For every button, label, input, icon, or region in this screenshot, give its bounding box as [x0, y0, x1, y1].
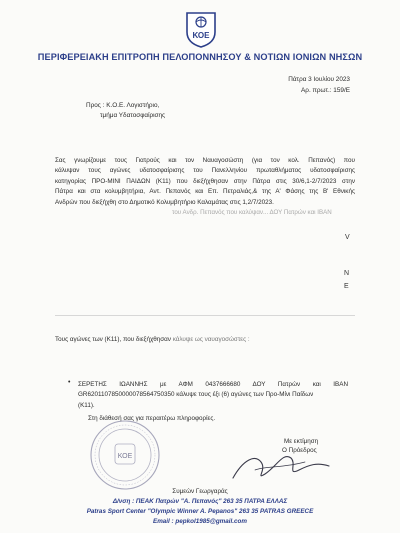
bullet-dot: •	[68, 379, 71, 386]
body-line: Σας γνωρίζουμε τους Γιατρούς και τον Ναυαγοσώστη (για τον κολ. Πεπανός) που	[55, 157, 355, 164]
lifeguard-line: GR6201107850000078564750350 κάλυψε τους έξι (6) αγώνες των Προ-Μίνι Παίδων	[78, 391, 314, 399]
recipient-line-1: Προς : Κ.Ο.Ε. Λογιστήριο,	[86, 102, 160, 109]
footer-address-en: Patras Sport Center "Olympic Winner A. Pepanos" 263 35 PATRAS GREECE	[86, 508, 314, 515]
body-line: κατηγορίας ΠΡΟ-ΜΙΝΙ ΠΑΙΔΩΝ (Κ11) που διεξήχθησαν στην Πάτρα στις 30/6,1-2/7/2023 στην	[55, 177, 355, 185]
footer-address-gr: Δ/νση : ΠΕΑΚ Πατρών "Α. Πεπανός" 263 35 ΠΑΤΡΑ ΕΛΛΑΣ	[112, 498, 288, 505]
handwritten-signature	[225, 440, 335, 490]
body-line: κάλυψαν τους αγώνες υδατοσφαίρισης του Πανελληνίου πρωταθλήματος υδατοσφαίρισης	[55, 167, 355, 175]
stray-mark: N	[344, 270, 350, 277]
lifeguard-line: ΣΕΡΕΤΗΣ ΙΩΑΝΝΗΣ με ΑΦΜ 0437666680 ΔΟΥ Πατρών και ΙΒΑΝ	[78, 381, 348, 388]
games-intro-faint: κάλυψε ως ναυαγοσώστες :	[172, 336, 250, 343]
stray-mark: E	[344, 283, 349, 290]
signer-role: Ο Πρόεδρος	[282, 447, 317, 454]
closing-regards: Με εκτίμηση	[284, 438, 319, 445]
footer-email: Email : pepkol1985@gmail.com	[153, 518, 247, 525]
svg-text:ΚΟΕ: ΚΟΕ	[192, 31, 210, 40]
body-line: Ανδρών που διεξήχθη στο Δημοτικό Κολυμβητήριο Καλαμάτας στις 1,2/7/2023.	[55, 198, 274, 206]
games-intro	[55, 336, 250, 343]
body-line: Πάτρα και στα κολυμβητήρια, Αντ. Πεπανός και Επ. Πετραλιάς,& της Α' Φάσης της Β' Εθνικής	[55, 188, 355, 196]
organization-title: ΠΕΡΙΦΕΡΕΙΑΚΗ ΕΠΙΤΡΟΠΗ ΠΕΛΟΠΟΝΝΗΣΟΥ & ΝΟΤΙΩΝ ΙΟΝΙΩΝ ΝΗΣΩΝ	[37, 52, 363, 62]
disposal-text: Στη διάθεσή σας για περαιτέρω πληροφορίες.	[88, 415, 216, 422]
protocol-number: Αρ. πρωτ.: 159/Ε	[301, 87, 350, 94]
koe-logo	[184, 10, 218, 48]
stray-mark: V	[345, 234, 350, 241]
body-paragraph	[55, 156, 355, 208]
svg-text:ΚΟΕ: ΚΟΕ	[117, 453, 133, 460]
signer-name: Συμεών Γεωργαράς	[172, 488, 228, 495]
recipient-line-2: τμήμα Υδατοσφαίρισης	[100, 112, 166, 119]
games-intro-text: Τους αγώνες των (Κ11), που διεξήχθησαν	[55, 336, 173, 343]
official-stamp	[88, 418, 162, 492]
lifeguard-entry	[78, 380, 348, 411]
document-date: Πάτρα 3 Ιουλίου 2023	[288, 76, 350, 83]
divider	[55, 315, 355, 316]
bleed-through-text: του Ανδρ. Πεπανός που καλύψαν... ΔΟΥ Πατρών και ΙΒΑΝ	[172, 209, 332, 216]
lifeguard-line: (Κ11).	[78, 401, 95, 409]
